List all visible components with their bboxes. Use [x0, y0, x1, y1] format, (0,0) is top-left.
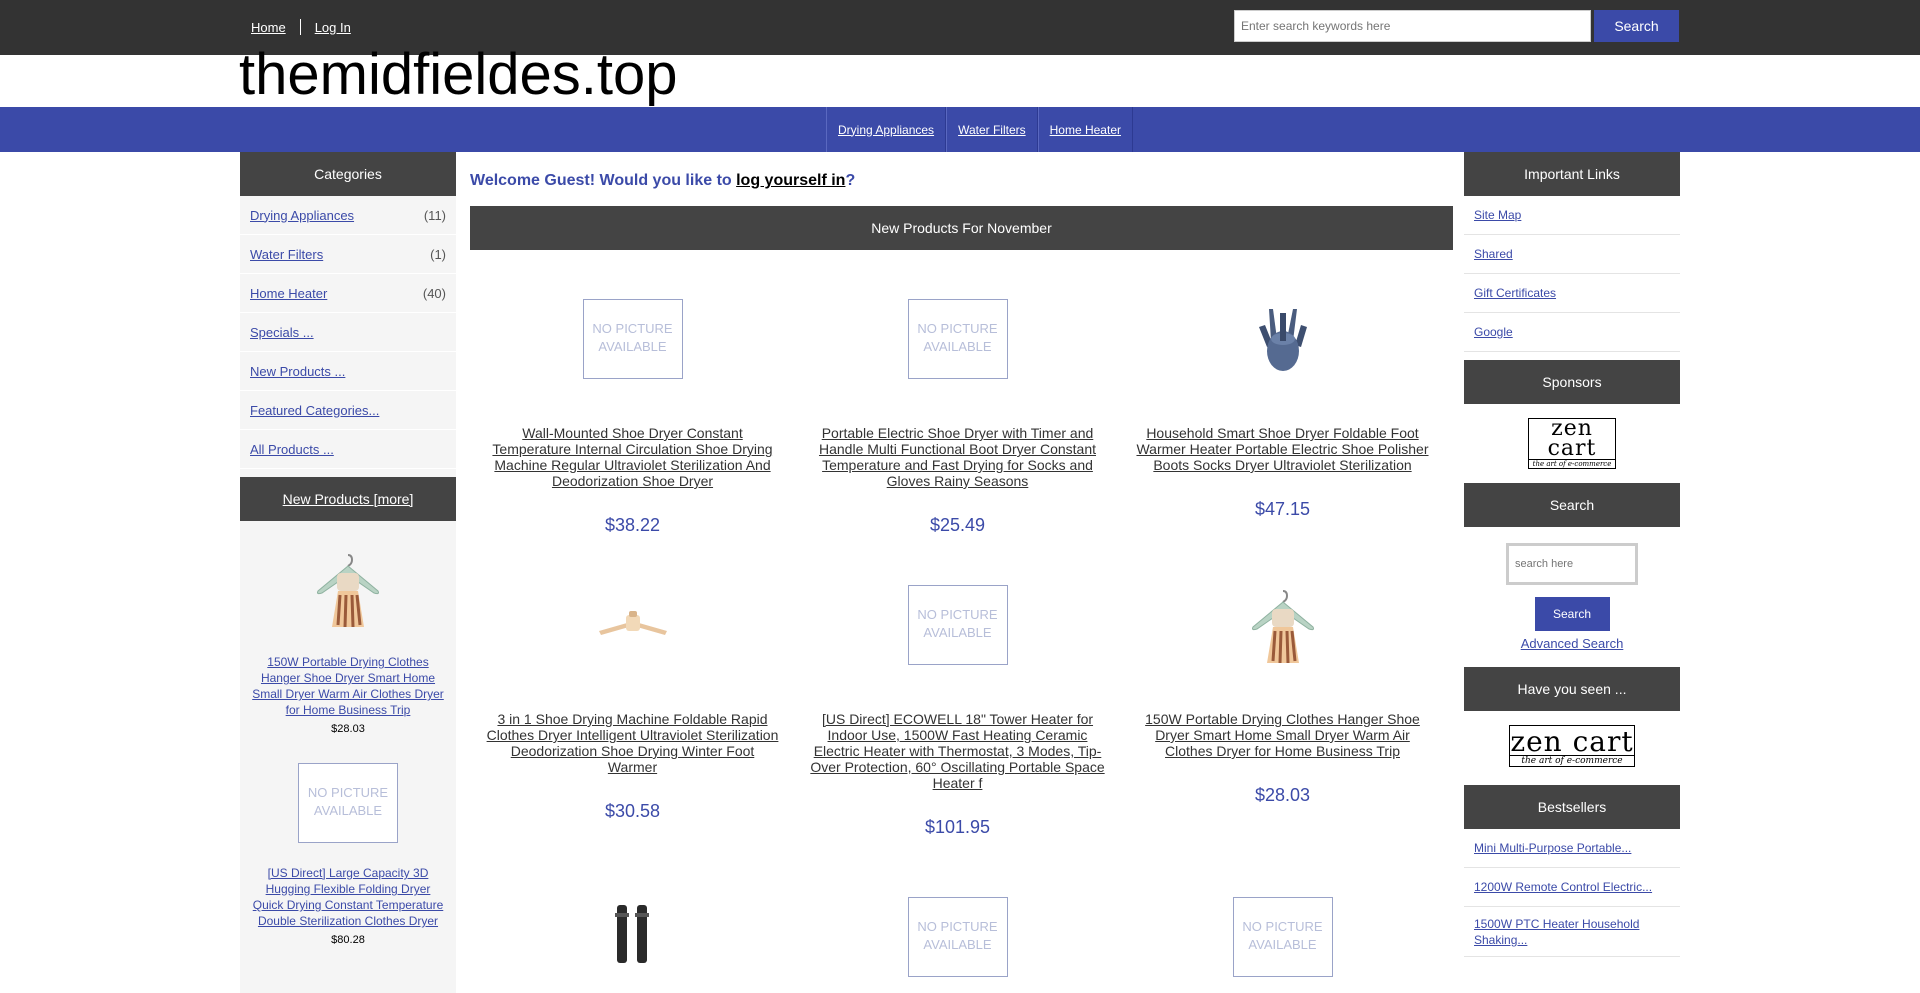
product-title-link[interactable]: [US Direct] ECOWELL 18" Tower Heater for Indoor Use, 1500W Fast Heating Ceramic Electric Heater with Thermostat, 3 Modes, Tip-Over Protection, 60° Oscillating Portable Space Heater f	[810, 711, 1105, 791]
product-card	[470, 536, 795, 838]
new-products-more-link[interactable]: New Products [more]	[282, 491, 414, 507]
new-product-item	[250, 735, 446, 946]
list-item	[1464, 868, 1680, 907]
no-picture-image[interactable]: NO PICTURE AVAILABLE	[298, 763, 398, 843]
list-item	[1464, 235, 1680, 274]
sidebar-search-input[interactable]	[1506, 543, 1638, 585]
main-content	[470, 152, 1453, 977]
product-price: $25.49	[929, 515, 986, 535]
sponsors-header: Sponsors	[1464, 360, 1680, 404]
zencart-logo[interactable]	[1528, 418, 1616, 469]
bestseller-link[interactable]: Mini Multi-Purpose Portable...	[1474, 841, 1632, 855]
sidebar-search	[1464, 527, 1680, 667]
new-product-price: $80.28	[331, 934, 365, 946]
top-nav	[251, 19, 351, 35]
login-link[interactable]: Log In	[314, 20, 351, 35]
google-link[interactable]: Google	[1474, 325, 1513, 339]
important-links-header: Important Links	[1464, 152, 1680, 196]
site-logo[interactable]: themidfieldes.top	[239, 42, 678, 107]
new-product-link[interactable]: [US Direct] Large Capacity 3D Hugging Flexible Folding Dryer Quick Drying Constant Temperature Double Sterilization Clothes Dryer	[252, 866, 444, 928]
category-item	[240, 196, 456, 235]
login-inline-link[interactable]: log yourself in	[736, 172, 846, 189]
category-count: (40)	[422, 285, 446, 301]
foldable-dryer-image[interactable]	[485, 585, 780, 665]
category-item	[240, 430, 456, 469]
product-price: $101.95	[924, 817, 991, 837]
category-count: (11)	[423, 207, 446, 223]
product-title-link[interactable]: Portable Electric Shoe Dryer with Timer and Handle Multi Functional Boot Dryer Constant Temperature and Fast Drying for Socks and Gloves Rainy Seasons	[818, 425, 1097, 489]
have-you-seen-box	[1464, 711, 1680, 781]
new-products-header	[240, 477, 456, 521]
product-card	[1120, 838, 1445, 977]
catbar-link-water-filters[interactable]: Water Filters	[958, 122, 1026, 137]
categories-list	[240, 196, 456, 469]
product-price: $38.22	[604, 515, 661, 535]
shared-link[interactable]: Shared	[1474, 247, 1513, 261]
new-products-section-header: New Products For November	[470, 206, 1453, 250]
category-item	[240, 313, 456, 352]
zencart-wordmark: zen cart	[1547, 416, 1597, 461]
list-item	[1464, 313, 1680, 352]
important-links-list	[1464, 196, 1680, 352]
catbar-item-water	[946, 107, 1038, 152]
product-grid	[470, 250, 1453, 977]
welcome-suffix: ?	[845, 172, 856, 189]
site-map-link[interactable]: Site Map	[1474, 208, 1522, 222]
bestsellers-list	[1464, 829, 1680, 957]
welcome-message	[470, 172, 1453, 196]
product-title-link[interactable]: 3 in 1 Shoe Drying Machine Foldable Rapid Clothes Dryer Intelligent Ultraviolet Sterilization Deodorization Shoe Drying Winter Foot Warmer	[486, 711, 779, 775]
no-picture-image[interactable]: NO PICTURE AVAILABLE	[583, 299, 683, 379]
product-card	[470, 250, 795, 536]
zencart-tagline: the art of e-commerce	[1510, 755, 1634, 766]
category-count: (1)	[430, 246, 446, 262]
new-product-item	[250, 521, 446, 735]
product-card	[795, 250, 1120, 536]
search-box-header: Search	[1464, 483, 1680, 527]
category-item	[240, 274, 456, 313]
left-sidebar	[240, 152, 456, 993]
categories-header: Categories	[240, 152, 456, 196]
home-link[interactable]: Home	[251, 20, 286, 35]
right-sidebar	[1464, 152, 1680, 993]
product-title-link[interactable]: Wall-Mounted Shoe Dryer Constant Temperature Internal Circulation Shoe Drying Machine Regular Ultraviolet Sterilization And Deodorization Shoe Dryer	[492, 425, 773, 489]
product-title-link[interactable]: 150W Portable Drying Clothes Hanger Shoe Dryer Smart Home Small Dryer Warm Air Clothes Dryer for Home Business Trip	[1145, 711, 1420, 759]
new-product-link[interactable]: 150W Portable Drying Clothes Hanger Shoe Dryer Smart Home Small Dryer Warm Air Clothes Dryer for Home Business Trip	[252, 655, 444, 717]
product-price: $47.15	[1254, 499, 1311, 519]
category-item	[240, 391, 456, 430]
header-search	[1234, 10, 1679, 42]
category-link-specials[interactable]: Specials ...	[250, 324, 314, 340]
product-card	[1120, 250, 1445, 536]
category-link-new-products[interactable]: New Products ...	[250, 363, 346, 379]
sidebar-search-button[interactable]: Search	[1535, 597, 1610, 631]
zencart-tagline: the art of e-commerce	[1529, 459, 1615, 468]
have-you-seen-header: Have you seen ...	[1464, 667, 1680, 711]
product-card	[470, 838, 795, 977]
catbar-item-heater	[1038, 107, 1133, 152]
advanced-search-link[interactable]: Advanced Search	[1520, 636, 1624, 651]
hanger-dryer-image[interactable]	[308, 549, 388, 629]
bestseller-link[interactable]: 1500W PTC Heater Household Shaking...	[1474, 916, 1640, 947]
category-link-home-heater[interactable]: Home Heater	[250, 285, 328, 301]
catbar-link-drying-appliances[interactable]: Drying Appliances	[838, 122, 935, 137]
list-item	[1464, 829, 1680, 868]
no-picture-image[interactable]: NO PICTURE AVAILABLE	[908, 299, 1008, 379]
header-search-button[interactable]: Search	[1594, 10, 1679, 42]
no-picture-image[interactable]: NO PICTURE AVAILABLE	[908, 897, 1008, 977]
category-item	[240, 352, 456, 391]
product-image-partial[interactable]	[485, 883, 780, 963]
hanger-dryer-image[interactable]	[1135, 585, 1430, 665]
category-link-water-filters[interactable]: Water Filters	[250, 246, 324, 262]
zencart-wordmark: zen cart	[1510, 725, 1634, 758]
nav-divider	[300, 19, 301, 35]
header-search-input[interactable]	[1234, 10, 1591, 42]
welcome-prefix: Welcome Guest! Would you like to	[470, 172, 737, 189]
list-item	[1464, 196, 1680, 235]
no-picture-image[interactable]: NO PICTURE AVAILABLE	[1233, 897, 1333, 977]
sponsor-box	[1464, 404, 1680, 483]
category-link-featured-categories[interactable]: Featured Categories...	[250, 402, 380, 418]
catbar-link-home-heater[interactable]: Home Heater	[1049, 122, 1121, 137]
product-card	[795, 536, 1120, 838]
category-link-drying-appliances[interactable]: Drying Appliances	[250, 207, 355, 223]
no-picture-image[interactable]: NO PICTURE AVAILABLE	[908, 585, 1008, 665]
product-price: $28.03	[1254, 785, 1311, 805]
shoe-dryer-image[interactable]	[1135, 299, 1430, 379]
product-card	[1120, 536, 1445, 838]
bestseller-link[interactable]: 1200W Remote Control Electric...	[1474, 880, 1653, 894]
new-products-box	[240, 521, 456, 946]
category-nav-bar	[0, 107, 1920, 152]
bestsellers-header: Bestsellers	[1464, 785, 1680, 829]
category-item	[240, 235, 456, 274]
product-price: $30.58	[604, 801, 661, 821]
list-item	[1464, 907, 1680, 957]
product-card	[795, 838, 1120, 977]
product-title-link[interactable]: Household Smart Shoe Dryer Foldable Foot Warmer Heater Portable Electric Shoe Polisher Boots Socks Dryer Ultraviolet Sterilization	[1136, 425, 1429, 473]
category-link-all-products[interactable]: All Products ...	[250, 441, 334, 457]
catbar-item-drying	[826, 107, 946, 152]
new-product-price: $28.03	[331, 723, 365, 735]
gift-certificates-link[interactable]: Gift Certificates	[1474, 286, 1557, 300]
list-item	[1464, 274, 1680, 313]
zencart-logo[interactable]	[1509, 725, 1635, 767]
